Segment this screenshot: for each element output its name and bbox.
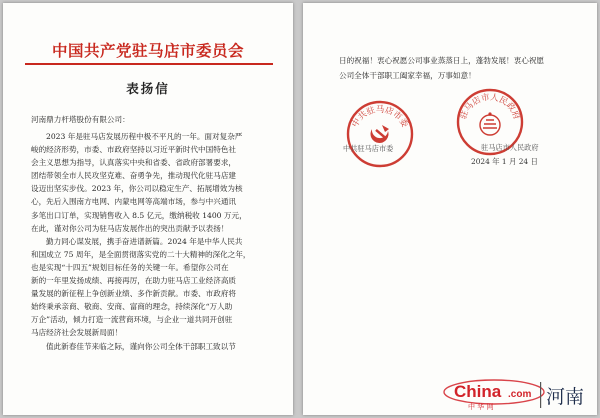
letter-line: 在此，谨对你公司为驻马店发展作出的突出贡献予以表扬！	[31, 223, 229, 233]
letter-line: 勤力同心谋发展，携手奋进谱新篇。2024 年是中华人民共	[46, 236, 243, 246]
document-title: 表扬信	[126, 81, 170, 96]
letter-line: 和国成立 75 周年，是全面贯彻落实党的二十大精神的深化之年，	[31, 249, 251, 259]
org-title: 中国共产党驻马店市委员会	[51, 41, 244, 60]
letter-line: 马店经济社会发展新局面！	[31, 328, 123, 338]
logo-suffix: .com	[508, 389, 532, 400]
letter-line: 2023 年是驻马店发展历程中极不平凡的一年。面对复杂严	[46, 132, 243, 141]
letter-line: 万企”活动，倾力打造一流营商环境，与企业一道共同开创驻	[31, 315, 233, 325]
letter-line: 公司全体干部职工阖家幸福，万事如意！	[339, 71, 476, 80]
logo-brand: China	[454, 382, 502, 401]
letter-line: 新的一年里发扬成绩、再接再厉，在助力驻马店工业经济高质	[31, 276, 237, 286]
party-signature: 中共驻马店市委	[343, 144, 394, 153]
china-com-henan-logo	[442, 378, 600, 412]
letter-line: 多笔出口订单，实现销售收入 8.5 亿元，缴纳税收 1400 万元，	[31, 210, 247, 220]
letter-line: 日的祝福！衷心祝愿公司事业蒸蒸日上，蓬勃发展！衷心祝愿	[339, 56, 545, 65]
letter-line: 峻的经济形势，市委、市政府坚持以习近平新时代中国特色社	[31, 145, 237, 155]
svg-text:驻马店市人民政府	[459, 92, 523, 122]
government-seal-arc: 驻马店市人民政府	[458, 92, 522, 121]
letter-line: 量发展的新征程上争创新业绩、多作新贡献。市委、市政府将	[31, 289, 237, 299]
recipient: 河南鼎力杆塔股份有限公司：	[31, 115, 130, 124]
letter-date: 2024 年 1 月 24 日	[471, 157, 538, 166]
party-seal-arc: 中共驻马店市委	[350, 104, 410, 130]
letter-body-part-2	[339, 53, 579, 83]
letter-line: 团结带领全市人民攻坚克难、奋勇争先，推动现代化驻马店建	[31, 171, 237, 181]
government-signature: 驻马店市人民政府	[481, 143, 539, 152]
letter-line: 心，先后入围南方电网、内蒙电网等高端市场，参与中兴通讯	[31, 197, 237, 207]
letter-page-1	[3, 3, 293, 415]
letter-line: 始终秉承亲商、敬商、安商、富商的理念，持续深化“万人助	[31, 302, 233, 312]
party-seal-icon	[345, 99, 415, 169]
red-divider	[25, 63, 273, 65]
logo-region: 河南	[546, 386, 585, 408]
letter-line: 会主义思想为指导，认真落实中央和省委、省政府部署要求，	[31, 158, 237, 168]
letter-line: 值此新春佳节来临之际，谨向你公司全体干部职工致以节	[46, 341, 236, 351]
letter-page-2	[303, 3, 597, 415]
letter-line: 也是实现“十四五”规划目标任务的关键一年。希望你公司在	[31, 262, 229, 272]
letter-body-part-1	[31, 130, 275, 353]
logo-cn: 中 华 网	[468, 403, 494, 411]
svg-text:中共驻马店市委	[350, 104, 411, 130]
letter-line: 设迈出坚实步伐。2023 年，你公司以稳定生产、拓展增效为核	[31, 184, 243, 194]
